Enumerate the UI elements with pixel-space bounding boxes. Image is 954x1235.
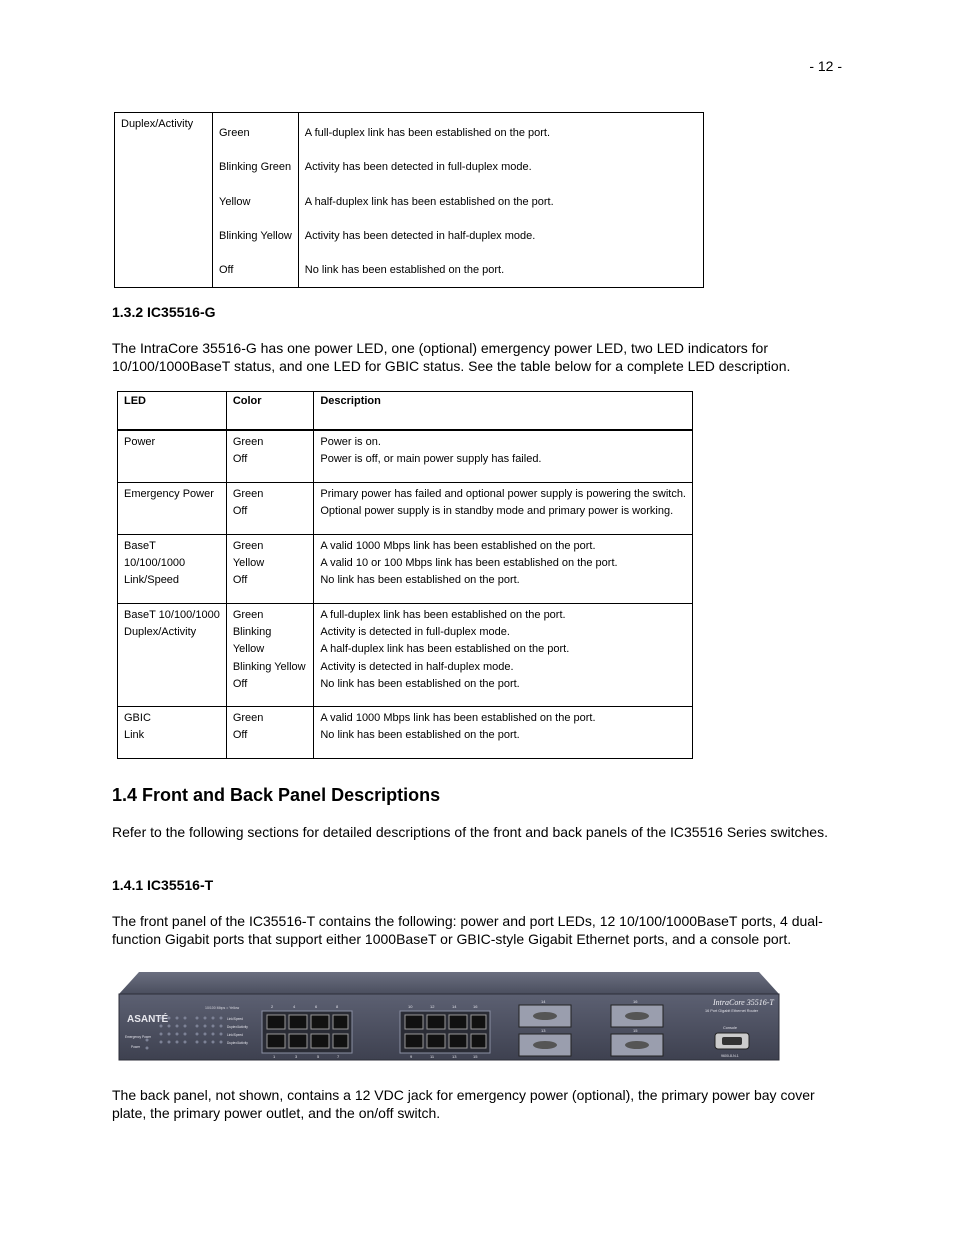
description-value: No link has been established on the port. <box>304 264 505 277</box>
power-label: Emergency Power <box>125 1035 152 1039</box>
paragraph-line: function Gigabit ports that support either 1000BaseT or GBIC-style Gigabit Ethernet ports, and a console port. <box>112 930 792 947</box>
section-heading-1-4-1: 1.4.1 IC35516-T <box>112 877 214 893</box>
rj45-block-right <box>400 1011 490 1053</box>
switch-front-panel <box>117 968 781 1062</box>
page-number: - 12 - <box>809 58 842 74</box>
paragraph-line: The IntraCore 35516-G has one power LED, one (optional) emergency power LED, two LED indicators for <box>112 340 769 356</box>
port-number: 8 <box>336 1004 339 1009</box>
port-number: 6 <box>315 1004 318 1009</box>
description-value: A valid 1000 Mbps link has been established on the port. <box>320 539 596 552</box>
color-value: Green <box>232 487 264 500</box>
color-value: Blinking <box>232 625 272 638</box>
description-value: Power is off, or main power supply has failed. <box>320 453 542 466</box>
port-number: 15 <box>473 1054 478 1059</box>
description-value: No link has been established on the port. <box>320 728 520 741</box>
port-number: 3 <box>295 1054 298 1059</box>
led-name: Duplex/Activity <box>124 625 197 638</box>
description-value: Activity has been detected in half-duplex mode. <box>304 229 536 242</box>
port-number: 14 <box>452 1004 457 1009</box>
color-value: Yellow <box>232 556 265 569</box>
sfp-label: 14 <box>541 999 546 1004</box>
color-value: Off <box>232 504 248 517</box>
sfp-label: 13 <box>541 1028 546 1033</box>
table-row <box>118 482 693 534</box>
port-number: 4 <box>293 1004 296 1009</box>
color-value: Green <box>219 127 250 139</box>
console-settings: 9600-8-N-1 <box>721 1054 739 1058</box>
color-value: Blinking Green <box>219 161 292 174</box>
description-value: No link has been established on the port. <box>320 678 520 691</box>
console-label: Console <box>723 1026 737 1030</box>
led-name: Link <box>124 728 145 741</box>
table-row <box>118 603 693 706</box>
description-value: Primary power has failed and optional power supply is powering the switch. <box>320 487 686 500</box>
port-number: 10 <box>408 1004 413 1009</box>
section-heading-1-3-2: 1.3.2 IC35516-G <box>112 304 216 320</box>
color-value: Off <box>232 453 248 466</box>
color-value: Off <box>232 728 248 741</box>
led-name: Duplex/Activity <box>121 118 194 130</box>
color-value: Blinking Yellow <box>219 229 292 242</box>
description-value: A full-duplex link has been established on the port. <box>320 608 566 621</box>
console-port <box>715 1033 749 1049</box>
section-paragraph-1-4: Refer to the following sections for detailed descriptions of the front and back panels of the IC35516 Series switches. <box>112 824 828 840</box>
table-row <box>118 430 693 482</box>
model-name: IntraCore 35516-T <box>713 998 774 1007</box>
port-number: 12 <box>430 1004 435 1009</box>
led-name: 10/100/1000 <box>124 556 186 569</box>
color-value: Off <box>219 264 234 277</box>
description-value: Power is on. <box>320 436 381 448</box>
rj45-block-left <box>262 1011 352 1053</box>
led-name: Emergency Power <box>124 487 214 500</box>
color-value: Off <box>232 678 248 691</box>
color-value: Green <box>232 539 264 552</box>
port-number: 7 <box>337 1054 340 1059</box>
table-header: Description <box>314 392 693 431</box>
description-value: No link has been established on the port. <box>320 574 520 587</box>
sfp-label: 15 <box>633 1028 638 1033</box>
section-heading-1-4: 1.4 Front and Back Panel Descriptions <box>112 785 441 805</box>
front-panel-illustration <box>117 968 781 1062</box>
color-value: Blinking Yellow <box>232 660 306 673</box>
led-name: Link/Speed <box>124 574 180 587</box>
led-label: Duplex/Activity <box>227 1041 248 1045</box>
brand-logo: ASANTÉ <box>127 1014 169 1025</box>
color-cell <box>213 113 299 288</box>
led-name-cell <box>115 113 213 288</box>
paragraph-line: 10/100/1000BaseT status, and one LED for GBIC status. See the table below for a complete LED description. <box>112 357 791 374</box>
power-label: Power <box>131 1045 141 1049</box>
description-value: Activity has been detected in full-duplex mode. <box>304 161 532 174</box>
paragraph-line: The back panel, not shown, contains a 12 VDC jack for emergency power (optional), the primary power bay cover <box>112 1087 815 1103</box>
description-value: A valid 1000 Mbps link has been established on the port. <box>320 711 596 724</box>
port-number: 11 <box>430 1054 435 1059</box>
port-number: 13 <box>452 1054 457 1059</box>
led-label: Duplex/Activity <box>227 1025 248 1029</box>
description-value: Optional power supply is in standby mode and primary power is working. <box>320 504 674 517</box>
port-number: 9 <box>410 1054 413 1059</box>
led-name: BaseT 10/100/1000 <box>124 608 220 621</box>
description-value: A half-duplex link has been established on the port. <box>320 643 570 656</box>
color-value: Off <box>232 574 248 587</box>
description-value: A full-duplex link has been established on the port. <box>304 127 550 139</box>
sfp-label: 16 <box>633 999 638 1004</box>
led-table-ic35516-g <box>117 391 693 759</box>
section-paragraph-1-3-2 <box>112 340 832 375</box>
chassis-lid <box>119 972 779 994</box>
paragraph-line: plate, the primary power outlet, and the on/off switch. <box>112 1104 441 1121</box>
led-table-duplex-activity <box>114 112 704 288</box>
speed-legend: 10/100 Mbps = Yellow <box>205 1006 240 1010</box>
table-header: LED <box>118 392 227 431</box>
back-panel-paragraph <box>112 1087 832 1122</box>
section-paragraph-1-4-1 <box>112 913 832 948</box>
table-header-row <box>118 392 693 431</box>
table-row <box>118 706 693 758</box>
port-number: 5 <box>317 1054 320 1059</box>
led-name: Power <box>124 436 156 448</box>
port-number: 16 <box>473 1004 478 1009</box>
description-value: A valid 10 or 100 Mbps link has been established on the port. <box>320 556 618 569</box>
port-number: 2 <box>271 1004 274 1009</box>
table-row <box>118 534 693 603</box>
led-name: GBIC <box>124 711 151 724</box>
color-value: Green <box>232 608 264 621</box>
led-label: Link/Speed <box>227 1017 243 1021</box>
description-value: A half-duplex link has been established on the port. <box>304 195 554 208</box>
description-cell <box>298 113 703 288</box>
color-value: Yellow <box>219 195 251 208</box>
table-header: Color <box>226 392 314 431</box>
description-value: Activity is detected in half-duplex mode. <box>320 660 514 673</box>
color-value: Green <box>232 711 264 724</box>
model-subtitle: 16 Port Gigabit Ethernet Router <box>705 1009 759 1013</box>
color-value: Yellow <box>232 643 265 656</box>
paragraph-line: The front panel of the IC35516-T contains the following: power and port LEDs, 12 10/100/1000BaseT ports, 4 dual- <box>112 913 823 929</box>
led-label: Link/Speed <box>227 1033 243 1037</box>
description-value: Activity is detected in full-duplex mode. <box>320 625 510 638</box>
port-number: 1 <box>273 1054 276 1059</box>
led-name: BaseT <box>124 539 156 552</box>
color-value: Green <box>232 436 264 448</box>
